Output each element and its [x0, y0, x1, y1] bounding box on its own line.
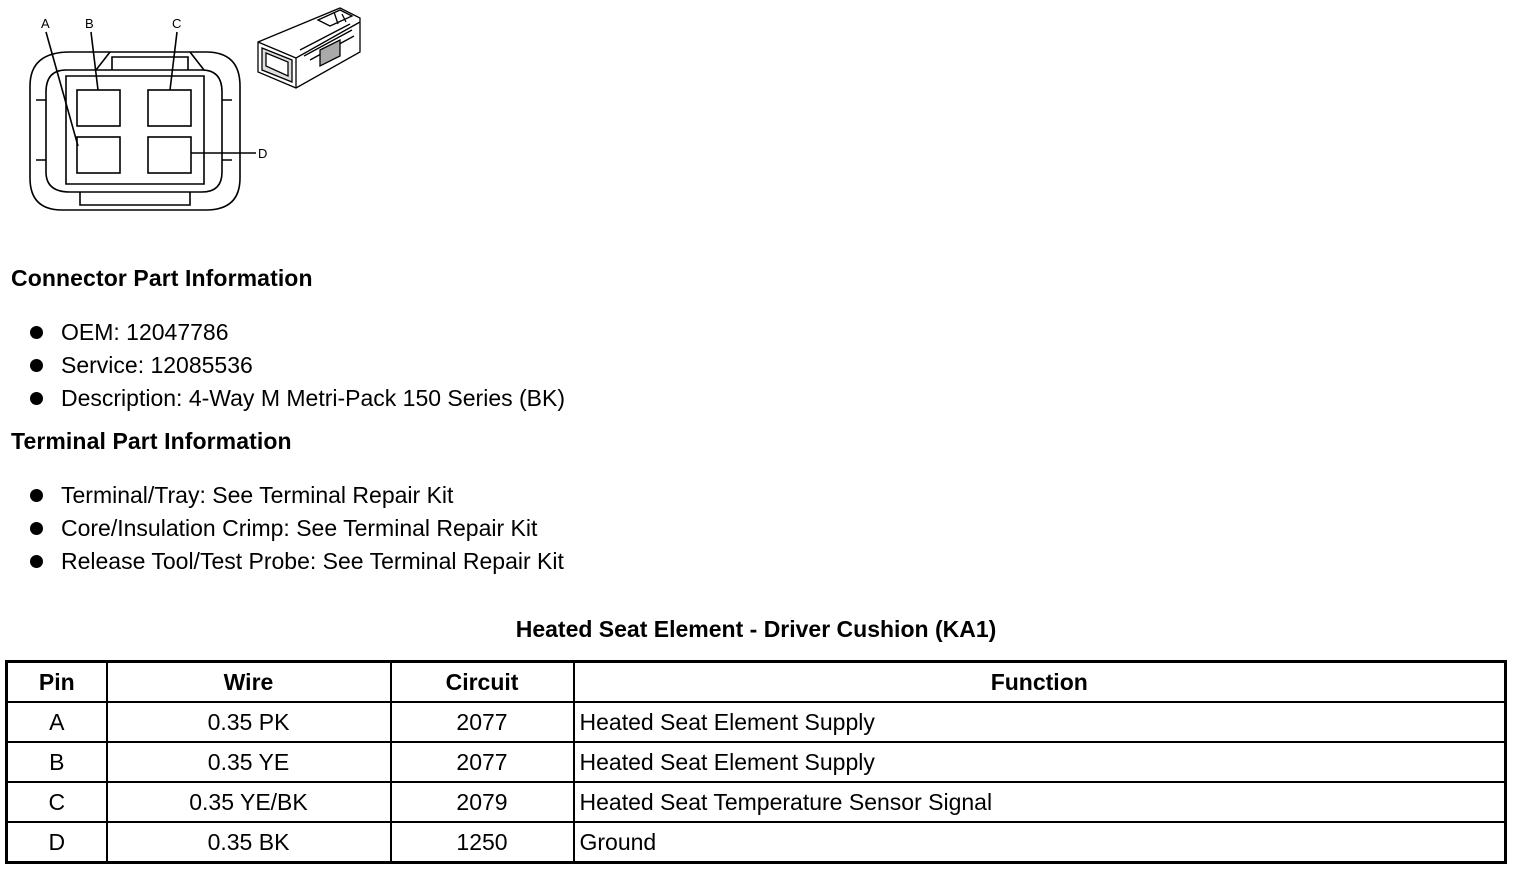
terminal-part-info-list [28, 479, 564, 578]
pin-label-d: D [258, 146, 268, 161]
pin-cavity-d [148, 137, 191, 173]
pin-label-a: A [41, 16, 50, 31]
connector-part-info-list [28, 316, 565, 415]
list-item [28, 316, 565, 349]
list-item [28, 545, 564, 578]
bullet-icon [30, 392, 43, 405]
circuit-cell: 2079 [391, 782, 574, 822]
bullet-icon [30, 489, 43, 502]
pin-label-b: B [85, 16, 94, 31]
pin-cavity-c [148, 90, 191, 126]
crimp-info: Core/Insulation Crimp: See Terminal Repair Kit [61, 515, 538, 541]
circuit-cell: 2077 [391, 742, 574, 782]
circuit-cell: 1250 [391, 822, 574, 863]
wire-cell: 0.35 PK [107, 702, 391, 742]
pinout-table [5, 660, 1507, 864]
table-row [7, 742, 1506, 782]
pin-cell: D [7, 822, 107, 863]
function-cell: Heated Seat Temperature Sensor Signal [574, 782, 1506, 822]
pin-cavity-a [77, 137, 120, 173]
wire-cell: 0.35 YE [107, 742, 391, 782]
bullet-icon [30, 522, 43, 535]
header-pin: Pin [7, 662, 107, 703]
pin-cell: A [7, 702, 107, 742]
terminal-tray-info: Terminal/Tray: See Terminal Repair Kit [61, 482, 454, 508]
header-circuit: Circuit [391, 662, 574, 703]
connector-part-info-heading: Connector Part Information [11, 265, 313, 291]
table-title: Heated Seat Element - Driver Cushion (KA1) [515, 616, 997, 642]
release-tool-info: Release Tool/Test Probe: See Terminal Repair Kit [61, 548, 564, 574]
wire-cell: 0.35 YE/BK [107, 782, 391, 822]
pin-cavity-b [77, 90, 120, 126]
bullet-icon [30, 326, 43, 339]
list-item [28, 382, 565, 415]
connector-isometric-illustration [258, 8, 360, 88]
table-row [7, 782, 1506, 822]
connector-diagram [0, 0, 380, 230]
list-item [28, 349, 565, 382]
function-cell: Heated Seat Element Supply [574, 702, 1506, 742]
table-header-row [7, 662, 1506, 703]
table-row [7, 822, 1506, 863]
wire-cell: 0.35 BK [107, 822, 391, 863]
function-cell: Heated Seat Element Supply [574, 742, 1506, 782]
list-item [28, 512, 564, 545]
oem-part-number: OEM: 12047786 [61, 319, 229, 345]
bullet-icon [30, 555, 43, 568]
header-function: Function [574, 662, 1506, 703]
leader-line-c [170, 32, 177, 90]
function-cell: Ground [574, 822, 1506, 863]
table-row [7, 702, 1506, 742]
terminal-part-info-heading: Terminal Part Information [11, 428, 292, 454]
leader-line-a [46, 32, 78, 146]
header-wire: Wire [107, 662, 391, 703]
circuit-cell: 2077 [391, 702, 574, 742]
list-item [28, 479, 564, 512]
leader-line-b [91, 32, 98, 90]
connector-description: Description: 4-Way M Metri-Pack 150 Series (BK) [61, 385, 566, 411]
service-part-number: Service: 12085536 [61, 352, 253, 378]
pin-cell: C [7, 782, 107, 822]
bullet-icon [30, 359, 43, 372]
pin-label-c: C [172, 16, 182, 31]
pin-cell: B [7, 742, 107, 782]
